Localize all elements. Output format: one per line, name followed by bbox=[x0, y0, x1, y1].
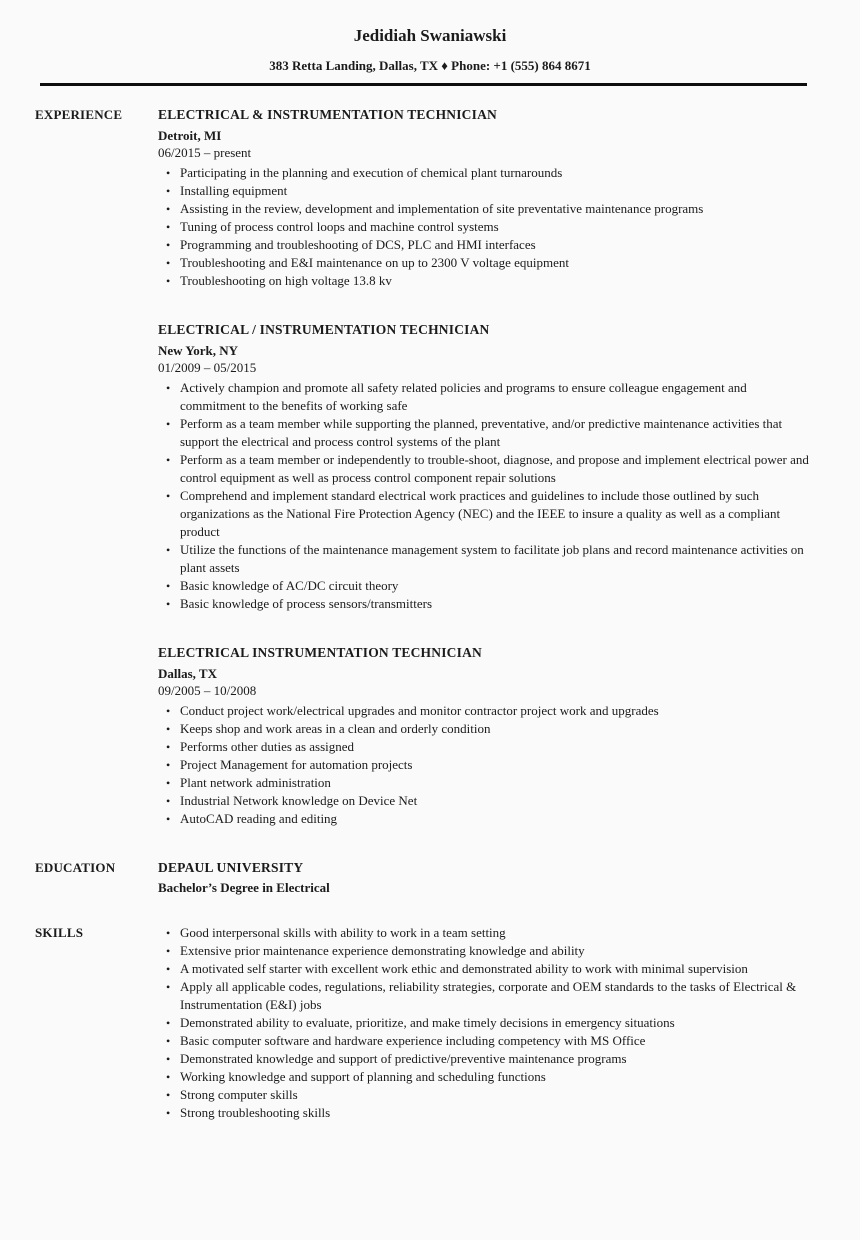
bullet-text: Assisting in the review, development and implementation of site preventative maintenance programs bbox=[180, 201, 704, 216]
experience-jobs bbox=[158, 105, 812, 828]
bullet-text: Troubleshooting and E&I maintenance on up to 2300 V voltage equipment bbox=[180, 255, 569, 270]
bullet-item bbox=[158, 218, 812, 236]
bullet-item bbox=[158, 792, 812, 810]
bullet-item bbox=[158, 379, 812, 415]
bullet-icon: • bbox=[166, 794, 171, 808]
bullet-item bbox=[158, 236, 812, 254]
bullet-text: Performs other duties as assigned bbox=[180, 739, 355, 754]
resume-body bbox=[0, 105, 860, 1122]
bullet-icon: • bbox=[166, 543, 171, 557]
bullet-text: Keeps shop and work areas in a clean and orderly condition bbox=[180, 721, 491, 736]
bullet-icon: • bbox=[166, 274, 171, 288]
bullet-text: Demonstrated ability to evaluate, prioritize, and make timely decisions in emergency situations bbox=[180, 1015, 675, 1030]
bullet-text: Conduct project work/electrical upgrades and monitor contractor project work and upgrades bbox=[180, 703, 659, 718]
bullet-item bbox=[158, 1032, 812, 1050]
bullet-icon: • bbox=[166, 980, 171, 994]
bullet-icon: • bbox=[166, 944, 171, 958]
bullet-icon: • bbox=[166, 758, 171, 772]
bullet-icon: • bbox=[166, 962, 171, 976]
bullet-icon: • bbox=[166, 256, 171, 270]
bullet-icon: • bbox=[166, 579, 171, 593]
job-title: ELECTRICAL & INSTRUMENTATION TECHNICIAN bbox=[158, 107, 497, 122]
bullet-icon: • bbox=[166, 722, 171, 736]
bullet-item bbox=[158, 451, 812, 487]
contact-line: 383 Retta Landing, Dallas, TX ♦ Phone: +1 (555) 864 8671 bbox=[269, 58, 591, 73]
bullet-item bbox=[158, 702, 812, 720]
bullet-text: Basic knowledge of process sensors/transmitters bbox=[180, 596, 433, 611]
bullet-item bbox=[158, 595, 812, 613]
bullet-icon: • bbox=[166, 1088, 171, 1102]
bullet-text: Basic computer software and hardware experience including competency with MS Office bbox=[180, 1033, 646, 1048]
job-bullet-list bbox=[158, 164, 812, 290]
bullet-text: Strong troubleshooting skills bbox=[180, 1105, 331, 1120]
bullet-icon: • bbox=[166, 184, 171, 198]
bullet-icon: • bbox=[166, 1034, 171, 1048]
bullet-text: Participating in the planning and execution of chemical plant turnarounds bbox=[180, 165, 563, 180]
header-divider bbox=[40, 83, 807, 86]
bullet-text: Basic knowledge of AC/DC circuit theory bbox=[180, 578, 399, 593]
skills-bullet-list bbox=[158, 924, 812, 1122]
bullet-text: Comprehend and implement standard electrical work practices and guidelines to include those outlined by such organizations as the National Fire Protection Agency (NEC) and the IEEE to insure a quality as well as a compliant product bbox=[180, 488, 781, 539]
experience-section bbox=[35, 105, 812, 828]
job-location: Dallas, TX bbox=[158, 666, 217, 681]
bullet-icon: • bbox=[166, 597, 171, 611]
bullet-item bbox=[158, 1104, 812, 1122]
bullet-icon: • bbox=[166, 704, 171, 718]
bullet-item bbox=[158, 487, 812, 541]
bullet-icon: • bbox=[166, 1052, 171, 1066]
bullet-item bbox=[158, 960, 812, 978]
section-label-skills: SKILLS bbox=[35, 925, 84, 940]
bullet-text: Strong computer skills bbox=[180, 1087, 298, 1102]
bullet-item bbox=[158, 942, 812, 960]
bullet-icon: • bbox=[166, 1106, 171, 1120]
job-entry bbox=[158, 105, 812, 290]
bullet-item bbox=[158, 738, 812, 756]
bullet-text: Project Management for automation projects bbox=[180, 757, 413, 772]
bullet-text: Good interpersonal skills with ability to work in a team setting bbox=[180, 925, 506, 940]
bullet-icon: • bbox=[166, 776, 171, 790]
bullet-item bbox=[158, 182, 812, 200]
bullet-text: Extensive prior maintenance experience demonstrating knowledge and ability bbox=[180, 943, 585, 958]
bullet-item bbox=[158, 541, 812, 577]
bullet-text: AutoCAD reading and editing bbox=[180, 811, 338, 826]
bullet-item bbox=[158, 1086, 812, 1104]
bullet-item bbox=[158, 200, 812, 218]
bullet-text: Perform as a team member or independently to trouble-shoot, diagnose, and propose and implement electrical power and control equipment as well as process control component repair solutions bbox=[180, 452, 809, 485]
education-section bbox=[35, 858, 812, 898]
bullet-item bbox=[158, 272, 812, 290]
bullet-item bbox=[158, 978, 812, 1014]
job-dates: 01/2009 – 05/2015 bbox=[158, 360, 257, 375]
degree-name: Bachelor’s Degree in Electrical bbox=[158, 880, 330, 895]
bullet-icon: • bbox=[166, 381, 171, 395]
bullet-item bbox=[158, 1014, 812, 1032]
job-title: ELECTRICAL / INSTRUMENTATION TECHNICIAN bbox=[158, 322, 490, 337]
bullet-text: Apply all applicable codes, regulations, reliability strategies, corporate and OEM standards to the tasks of Electrical & Instrumentation (E&I) jobs bbox=[180, 979, 797, 1012]
bullet-item bbox=[158, 1068, 812, 1086]
job-entry bbox=[158, 643, 812, 828]
bullet-text: Plant network administration bbox=[180, 775, 331, 790]
bullet-icon: • bbox=[166, 453, 171, 467]
bullet-icon: • bbox=[166, 166, 171, 180]
education-content bbox=[158, 858, 812, 898]
bullet-icon: • bbox=[166, 740, 171, 754]
bullet-icon: • bbox=[166, 1070, 171, 1084]
bullet-text: Troubleshooting on high voltage 13.8 kv bbox=[180, 273, 392, 288]
job-bullet-list bbox=[158, 379, 812, 613]
bullet-item bbox=[158, 1050, 812, 1068]
bullet-item bbox=[158, 254, 812, 272]
section-label-experience: EXPERIENCE bbox=[35, 107, 123, 122]
school-name: DEPAUL UNIVERSITY bbox=[158, 860, 304, 875]
bullet-item bbox=[158, 774, 812, 792]
job-title: ELECTRICAL INSTRUMENTATION TECHNICIAN bbox=[158, 645, 482, 660]
job-entry bbox=[158, 320, 812, 613]
job-location: New York, NY bbox=[158, 343, 239, 358]
skills-section bbox=[35, 923, 812, 1122]
bullet-text: Perform as a team member while supporting the planned, preventative, and/or predictive maintenance activities that support the electrical and process control systems of the plant bbox=[180, 416, 783, 449]
job-dates: 06/2015 – present bbox=[158, 145, 252, 160]
bullet-icon: • bbox=[166, 238, 171, 252]
section-label-education: EDUCATION bbox=[35, 860, 116, 875]
bullet-icon: • bbox=[166, 812, 171, 826]
bullet-icon: • bbox=[166, 926, 171, 940]
job-location: Detroit, MI bbox=[158, 128, 222, 143]
bullet-item bbox=[158, 810, 812, 828]
bullet-text: Working knowledge and support of planning and scheduling functions bbox=[180, 1069, 546, 1084]
bullet-icon: • bbox=[166, 220, 171, 234]
skills-content bbox=[158, 923, 812, 1122]
job-dates: 09/2005 – 10/2008 bbox=[158, 683, 257, 698]
bullet-item bbox=[158, 924, 812, 942]
job-bullet-list bbox=[158, 702, 812, 828]
bullet-item bbox=[158, 164, 812, 182]
bullet-text: Installing equipment bbox=[180, 183, 288, 198]
bullet-text: Industrial Network knowledge on Device Net bbox=[180, 793, 418, 808]
bullet-item bbox=[158, 756, 812, 774]
bullet-item bbox=[158, 577, 812, 595]
bullet-item bbox=[158, 720, 812, 738]
bullet-text: Demonstrated knowledge and support of predictive/preventive maintenance programs bbox=[180, 1051, 627, 1066]
bullet-item bbox=[158, 415, 812, 451]
bullet-text: Actively champion and promote all safety related policies and programs to ensure colleague engagement and commitment to the benefits of working safe bbox=[180, 380, 747, 413]
bullet-icon: • bbox=[166, 202, 171, 216]
bullet-text: Programming and troubleshooting of DCS, PLC and HMI interfaces bbox=[180, 237, 536, 252]
bullet-icon: • bbox=[166, 1016, 171, 1030]
bullet-text: Utilize the functions of the maintenance management system to facilitate job plans and record maintenance activities on plant assets bbox=[180, 542, 804, 575]
resume-header bbox=[0, 0, 860, 86]
bullet-text: Tuning of process control loops and machine control systems bbox=[180, 219, 499, 234]
bullet-icon: • bbox=[166, 417, 171, 431]
person-name: Jedidiah Swaniawski bbox=[353, 26, 507, 45]
bullet-icon: • bbox=[166, 489, 171, 503]
bullet-text: A motivated self starter with excellent work ethic and demonstrated ability to work with minimal supervision bbox=[180, 961, 748, 976]
